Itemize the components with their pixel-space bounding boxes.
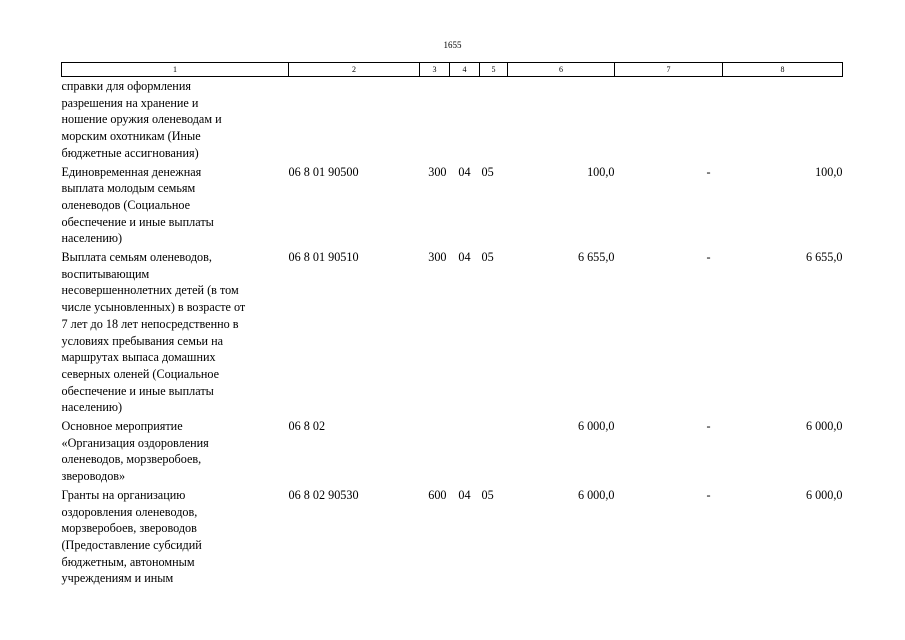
header-col-6: 6 — [508, 63, 615, 77]
description-line: выплата молодым семьям — [61, 181, 196, 196]
description-line: оздоровления оленеводов, — [61, 504, 198, 519]
target-code — [289, 77, 420, 164]
table-row — [62, 418, 843, 487]
amount-col-7: - — [706, 487, 711, 502]
row-description — [62, 249, 289, 418]
header-col-5: 5 — [480, 63, 508, 77]
target-code: 06 8 01 90500 — [288, 164, 359, 179]
description-line: условиях пребывания семьи на — [61, 333, 224, 348]
amount-col-8: 6 000,0 — [805, 487, 843, 502]
description-line: населению) — [61, 400, 123, 415]
target-code: 06 8 01 90510 — [288, 250, 359, 265]
description-line: бюджетные ассигнования) — [61, 145, 199, 160]
description-line: несовершеннолетних детей (в том — [61, 283, 239, 298]
description-line: разрешения на хранение и — [61, 95, 199, 110]
table-header — [62, 63, 843, 77]
amount-col-6: 6 655,0 — [577, 250, 615, 265]
description-line: 7 лет до 18 лет непосредственно в — [61, 316, 239, 331]
description-line: морзверобоев, звероводов — [61, 521, 197, 536]
amount-col-7 — [615, 77, 723, 164]
subsection-code — [480, 418, 508, 487]
header-row — [62, 63, 843, 77]
amount-col-8: 6 655,0 — [805, 250, 843, 265]
description-line: учреждениям и иным — [61, 571, 174, 586]
budget-table — [61, 62, 843, 589]
subsection-code — [480, 77, 508, 164]
description-line: морским охотникам (Иные — [61, 129, 201, 144]
description-line: Выплата семьям оленеводов, — [61, 250, 212, 265]
section-code: 04 — [458, 164, 471, 179]
description-line: числе усыновленных) в возрасте от — [61, 300, 246, 315]
expense-type: 300 — [428, 164, 447, 179]
section-code: 04 — [458, 250, 471, 265]
section-code: 04 — [458, 487, 471, 502]
table-row — [62, 249, 843, 418]
row-description — [62, 418, 289, 487]
page-number: 1655 — [443, 40, 462, 50]
amount-col-8: 6 000,0 — [805, 419, 843, 434]
description-line: Единовременная денежная — [61, 164, 202, 179]
header-col-7: 7 — [615, 63, 723, 77]
subsection-code: 05 — [481, 250, 494, 265]
description-line: обеспечение и иные выплаты — [61, 214, 214, 229]
table-row — [62, 487, 843, 589]
header-col-2: 2 — [289, 63, 420, 77]
description-line: ношение оружия оленеводам и — [61, 112, 222, 127]
header-col-1: 1 — [62, 63, 289, 77]
header-col-3: 3 — [420, 63, 450, 77]
expense-type — [420, 77, 450, 164]
description-line: маршрутах выпаса домашних — [61, 350, 216, 365]
description-line: оленеводов (Социальное — [61, 197, 191, 212]
description-line: обеспечение и иные выплаты — [61, 383, 214, 398]
subsection-code: 05 — [481, 487, 494, 502]
row-description — [62, 487, 289, 589]
expense-type: 300 — [428, 250, 447, 265]
table-row — [62, 77, 843, 164]
amount-col-6: 6 000,0 — [577, 419, 615, 434]
description-line: оленеводов, морзверобоев, — [61, 452, 202, 467]
section-code — [450, 77, 480, 164]
header-col-4: 4 — [450, 63, 480, 77]
description-line: северных оленей (Социальное — [61, 366, 220, 381]
amount-col-7: - — [706, 164, 711, 179]
description-line: Гранты на организацию — [61, 487, 186, 502]
table-body — [62, 77, 843, 590]
subsection-code: 05 — [481, 164, 494, 179]
description-line: населению) — [61, 231, 123, 246]
description-line: справки для оформления — [61, 79, 191, 93]
amount-col-7: - — [706, 419, 711, 434]
description-line: бюджетным, автономным — [61, 554, 195, 569]
target-code: 06 8 02 — [288, 419, 326, 434]
amount-col-6: 100,0 — [587, 164, 615, 179]
amount-col-7: - — [706, 250, 711, 265]
row-description — [62, 164, 289, 250]
amount-col-8 — [723, 77, 843, 164]
description-line: Основное мероприятие — [61, 419, 183, 434]
description-line: «Организация оздоровления — [61, 435, 209, 450]
expense-type: 600 — [428, 487, 447, 502]
row-description — [62, 77, 289, 164]
header-col-8: 8 — [723, 63, 843, 77]
amount-col-6 — [508, 77, 615, 164]
target-code: 06 8 02 90530 — [288, 487, 359, 502]
description-line: (Предоставление субсидий — [61, 537, 202, 552]
expense-type — [420, 418, 450, 487]
amount-col-6: 6 000,0 — [577, 487, 615, 502]
section-code — [450, 418, 480, 487]
amount-col-8: 100,0 — [815, 164, 843, 179]
table-row — [62, 164, 843, 250]
description-line: звероводов» — [61, 469, 126, 484]
description-line: воспитывающим — [61, 266, 150, 281]
